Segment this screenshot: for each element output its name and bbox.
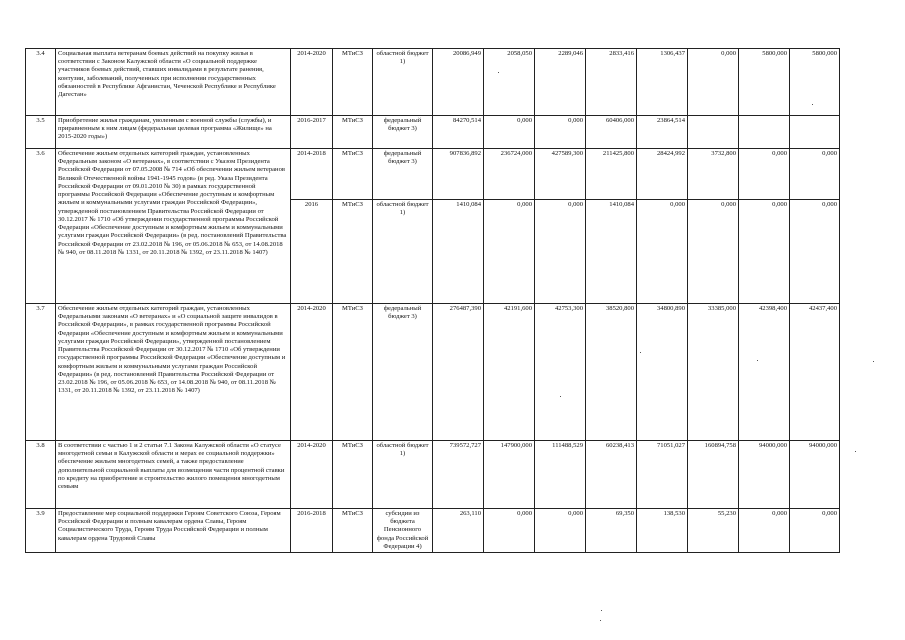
row-description: Обеспечение жильем отдельных категорий граждан, установленных Федеральными законами «О ветеранах» и «О социальной защите инвалидов в Российской Федерации», в рамках государственной программы Российской Федерации «Обеспечение доступным и комфортным жильем и коммунальными услугами граждан Российской Федерации», утвержденной постановлением Правительства Российской Федерации от 30.12.2017 № 1710 «Об утверждении государственной программы Российской Федерации «Обеспечение доступным и комфортным жильем и коммунальными услугами граждан Российской Федерации» (в ред. постановлений Правительства Российской Федерации от 23.02.2018 № 196, от 05.06.2018 № 653, от 14.08.2018 № 940, от 08.11.2018 № 1331, от 20.11.2018 № 1392, от 23.11.2018 № 1407) bbox=[56, 304, 291, 441]
value-cell: 69,350 bbox=[586, 509, 637, 553]
value-cell: 2833,416 bbox=[586, 49, 637, 116]
table-row bbox=[26, 441, 840, 509]
value-cell: 60238,413 bbox=[586, 441, 637, 509]
funding-source-cell: областной бюджет 1) bbox=[373, 200, 433, 304]
value-cell: 1306,437 bbox=[637, 49, 688, 116]
value-cell: 160894,758 bbox=[688, 441, 739, 509]
value-cell: 33385,000 bbox=[688, 304, 739, 441]
executor-cell: МТиСЗ bbox=[333, 304, 373, 441]
value-cell: 138,530 bbox=[637, 509, 688, 553]
value-cell: 147900,000 bbox=[484, 441, 535, 509]
period-cell: 2014-2020 bbox=[291, 304, 333, 441]
value-cell: 0,000 bbox=[790, 149, 840, 200]
row-description: Приобретение жилья гражданам, уволенным с военной службы (службы), и приравненным к ним лицам (федеральная целевая программа «Жилище» на 2015-2020 годы») bbox=[56, 116, 291, 149]
value-cell: 38520,800 bbox=[586, 304, 637, 441]
table-row bbox=[26, 304, 840, 441]
value-cell: 5800,000 bbox=[790, 49, 840, 116]
table-row bbox=[26, 149, 840, 200]
row-description: В соответствии с частью 1 и 2 статьи 7.1 Закона Калужской области «О статусе многодетной семьи в Калужской области и мерах ее социальной поддержки» обеспечение жильем многодетных семей, а также предоставление дополнительной социальной выплаты для возмещения части процентной ставки по кредиту на приобретение и строительство жилого помещения многодетным семьям bbox=[56, 441, 291, 509]
funding-source-cell: областной бюджет 1) bbox=[373, 441, 433, 509]
value-cell: 0,000 bbox=[637, 200, 688, 304]
value-cell: 2289,046 bbox=[535, 49, 586, 116]
value-cell: 0,000 bbox=[484, 116, 535, 149]
value-cell: 20086,949 bbox=[433, 49, 484, 116]
table-row bbox=[26, 116, 840, 149]
value-cell: 427589,300 bbox=[535, 149, 586, 200]
value-cell: 42398,400 bbox=[739, 304, 790, 441]
row-description: Социальная выплата ветеранам боевых действий на покупку жилья в соответствии с Законом Калужской области «О социальной поддержке участников боевых действий, ставших инвалидами в результате ранения, контузии, заболеваний, полученных при исполнении государственных обязанностей в Республике Афганистан, Чеченской Республике и Республике Дагестан» bbox=[56, 49, 291, 116]
value-cell bbox=[739, 116, 790, 149]
value-cell: 0,000 bbox=[739, 200, 790, 304]
executor-cell: МТиСЗ bbox=[333, 116, 373, 149]
value-cell: 23864,514 bbox=[637, 116, 688, 149]
value-cell: 0,000 bbox=[535, 509, 586, 553]
row-number: 3.6 bbox=[26, 149, 56, 304]
value-cell: 0,000 bbox=[535, 116, 586, 149]
row-number: 3.9 bbox=[26, 509, 56, 553]
value-cell: 0,000 bbox=[739, 149, 790, 200]
value-cell: 42753,300 bbox=[535, 304, 586, 441]
period-cell: 2016-2018 bbox=[291, 509, 333, 553]
executor-cell: МТиСЗ bbox=[333, 200, 373, 304]
value-cell: 0,000 bbox=[790, 509, 840, 553]
value-cell: 907836,892 bbox=[433, 149, 484, 200]
value-cell: 5800,000 bbox=[739, 49, 790, 116]
scan-speck bbox=[601, 610, 602, 611]
value-cell: 0,000 bbox=[535, 200, 586, 304]
row-number: 3.4 bbox=[26, 49, 56, 116]
value-cell: 1410,084 bbox=[586, 200, 637, 304]
value-cell: 0,000 bbox=[484, 200, 535, 304]
funding-source-cell: федеральный бюджет 3) bbox=[373, 116, 433, 149]
value-cell bbox=[790, 116, 840, 149]
value-cell: 84270,514 bbox=[433, 116, 484, 149]
row-description: Обеспечение жильем отдельных категорий граждан, установленных Федеральным законом «О ветеранах», в соответствии с Указом Президента Российской Федерации от 07.05.2008 № 714 «Об обеспечении жильем ветеранов Великой Отечественной войны 1941-1945 годов» (в ред. Указа Президента Российской Федерации от 09.01.2010 № 30) в рамках государственной программы Российской Федерации «Обеспечение доступным и комфортным жильем и коммунальными услугами граждан Российской Федерации», утвержденной постановлением Правительства Российской Федерации от 30.12.2017 № 1710 «Об утверждении государственной программы Российской Федерации «Обеспечение доступным и комфортным жильем и коммунальными услугами граждан Российской Федерации» (в ред. постановлений Правительства Российской Федерации от 23.02.2018 № 196, от 05.06.2018 № 653, от 14.08.2018 № 940, от 08.11.2018 № 1331, от 20.11.2018 № 1392, от 23.11.2018 № 1407) bbox=[56, 149, 291, 304]
period-cell: 2016 bbox=[291, 200, 333, 304]
value-cell: 94000,000 bbox=[739, 441, 790, 509]
value-cell: 28424,992 bbox=[637, 149, 688, 200]
value-cell: 0,000 bbox=[688, 49, 739, 116]
value-cell: 2058,050 bbox=[484, 49, 535, 116]
value-cell: 0,000 bbox=[739, 509, 790, 553]
value-cell bbox=[688, 116, 739, 149]
value-cell: 1410,084 bbox=[433, 200, 484, 304]
value-cell: 236724,000 bbox=[484, 149, 535, 200]
value-cell: 0,000 bbox=[688, 200, 739, 304]
period-cell: 2014-2020 bbox=[291, 49, 333, 116]
funding-source-cell: субсидии из бюджета Пенсионного фонда Российской Федерации 4) bbox=[373, 509, 433, 553]
row-number: 3.7 bbox=[26, 304, 56, 441]
funding-source-cell: федеральный бюджет 3) bbox=[373, 304, 433, 441]
scan-speck bbox=[855, 451, 856, 452]
scan-speck bbox=[812, 104, 813, 105]
executor-cell: МТиСЗ bbox=[333, 509, 373, 553]
value-cell: 263,110 bbox=[433, 509, 484, 553]
value-cell: 34800,890 bbox=[637, 304, 688, 441]
value-cell: 739572,727 bbox=[433, 441, 484, 509]
value-cell: 3732,800 bbox=[688, 149, 739, 200]
funding-source-cell: федеральный бюджет 3) bbox=[373, 149, 433, 200]
executor-cell: МТиСЗ bbox=[333, 149, 373, 200]
period-cell: 2014-2018 bbox=[291, 149, 333, 200]
scan-speck bbox=[757, 360, 758, 361]
budget-table bbox=[25, 48, 840, 553]
value-cell: 0,000 bbox=[484, 509, 535, 553]
table-row bbox=[26, 509, 840, 553]
executor-cell: МТиСЗ bbox=[333, 441, 373, 509]
row-number: 3.5 bbox=[26, 116, 56, 149]
value-cell: 60406,000 bbox=[586, 116, 637, 149]
executor-cell: МТиСЗ bbox=[333, 49, 373, 116]
period-cell: 2016-2017 bbox=[291, 116, 333, 149]
row-number: 3.8 bbox=[26, 441, 56, 509]
value-cell: 94000,000 bbox=[790, 441, 840, 509]
value-cell: 42191,600 bbox=[484, 304, 535, 441]
value-cell: 71051,027 bbox=[637, 441, 688, 509]
scan-speck bbox=[498, 72, 499, 73]
row-description: Предоставление мер социальной поддержки Героям Советского Союза, Героям Российской Федерации и полным кавалерам ордена Славы, Героям Социалистического Труда, Героям Труда Российской Федерации и полным кавалерам ордена Трудовой Славы bbox=[56, 509, 291, 553]
value-cell: 211425,800 bbox=[586, 149, 637, 200]
period-cell: 2014-2020 bbox=[291, 441, 333, 509]
scan-speck bbox=[640, 352, 641, 353]
value-cell: 42437,400 bbox=[790, 304, 840, 441]
funding-source-cell: областной бюджет 1) bbox=[373, 49, 433, 116]
scan-speck bbox=[560, 396, 561, 397]
value-cell: 55,230 bbox=[688, 509, 739, 553]
scan-speck bbox=[600, 620, 601, 621]
value-cell: 0,000 bbox=[790, 200, 840, 304]
table-body bbox=[26, 49, 840, 553]
scan-speck bbox=[873, 361, 874, 362]
value-cell: 276487,390 bbox=[433, 304, 484, 441]
table-row bbox=[26, 49, 840, 116]
value-cell: 111488,529 bbox=[535, 441, 586, 509]
